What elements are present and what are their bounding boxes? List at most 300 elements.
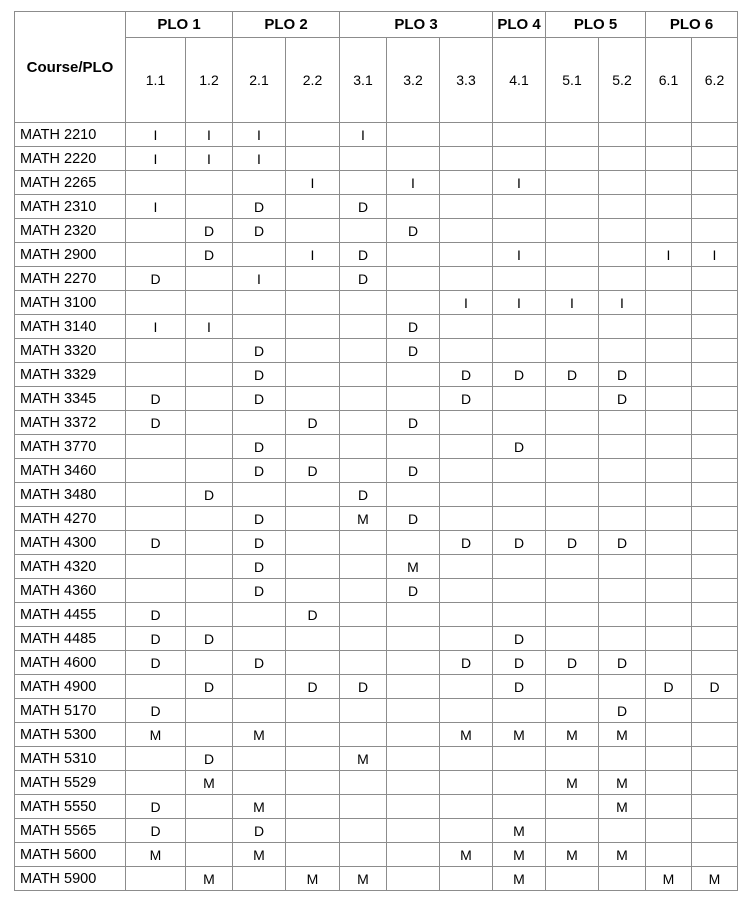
plo-level-cell: M xyxy=(286,867,340,891)
table-row xyxy=(15,771,738,795)
plo-level-cell: D xyxy=(233,459,286,483)
plo-level-cell xyxy=(126,483,186,507)
plo-level-cell: M xyxy=(599,795,646,819)
course-name-cell: MATH 3140 xyxy=(15,315,126,339)
plo-level-cell: D xyxy=(233,531,286,555)
plo-level-cell: D xyxy=(546,531,599,555)
plo-level-cell xyxy=(387,267,440,291)
table-row xyxy=(15,843,738,867)
table-body xyxy=(15,123,738,891)
course-name-cell: MATH 2900 xyxy=(15,243,126,267)
plo-level-cell xyxy=(646,819,692,843)
plo-level-cell xyxy=(340,171,387,195)
plo-level-cell: D xyxy=(546,363,599,387)
plo-level-cell: I xyxy=(692,243,738,267)
table-row xyxy=(15,315,738,339)
plo-level-cell xyxy=(646,627,692,651)
table-row xyxy=(15,459,738,483)
plo-level-cell xyxy=(286,219,340,243)
plo-level-cell xyxy=(692,603,738,627)
plo-level-cell: D xyxy=(233,507,286,531)
plo-level-cell xyxy=(286,795,340,819)
plo-level-cell xyxy=(440,435,493,459)
plo-level-cell xyxy=(546,387,599,411)
plo-level-cell xyxy=(387,363,440,387)
course-name-cell: MATH 3480 xyxy=(15,483,126,507)
plo-level-cell: D xyxy=(186,219,233,243)
plo-level-cell: D xyxy=(186,483,233,507)
plo-level-cell: D xyxy=(599,651,646,675)
plo-level-cell xyxy=(340,435,387,459)
plo-group-header: PLO 2 xyxy=(233,12,340,38)
plo-level-cell xyxy=(646,315,692,339)
plo-level-cell: I xyxy=(493,291,546,315)
plo-level-cell xyxy=(646,363,692,387)
plo-level-cell xyxy=(546,219,599,243)
plo-level-cell xyxy=(440,867,493,891)
plo-level-cell xyxy=(286,747,340,771)
table-row xyxy=(15,603,738,627)
plo-group-header: PLO 4 xyxy=(493,12,546,38)
plo-level-cell xyxy=(286,387,340,411)
table-row xyxy=(15,507,738,531)
table-row xyxy=(15,699,738,723)
plo-level-cell: D xyxy=(387,507,440,531)
plo-level-cell xyxy=(646,555,692,579)
plo-level-cell xyxy=(599,195,646,219)
plo-level-cell xyxy=(646,339,692,363)
plo-level-cell: M xyxy=(340,867,387,891)
plo-level-cell xyxy=(646,219,692,243)
plo-level-cell xyxy=(387,531,440,555)
plo-level-cell xyxy=(546,435,599,459)
plo-level-cell xyxy=(387,867,440,891)
table-row xyxy=(15,267,738,291)
plo-level-cell: M xyxy=(546,843,599,867)
plo-level-cell: D xyxy=(126,627,186,651)
plo-level-cell xyxy=(692,579,738,603)
plo-level-cell: I xyxy=(440,291,493,315)
plo-level-cell xyxy=(126,867,186,891)
plo-level-cell: D xyxy=(126,819,186,843)
plo-level-cell: I xyxy=(186,315,233,339)
plo-group-header-row xyxy=(15,12,738,38)
plo-level-cell xyxy=(692,363,738,387)
plo-level-cell: D xyxy=(126,411,186,435)
plo-level-cell xyxy=(186,411,233,435)
plo-level-cell xyxy=(493,795,546,819)
plo-level-cell xyxy=(340,531,387,555)
course-name-cell: MATH 4320 xyxy=(15,555,126,579)
plo-level-cell xyxy=(387,435,440,459)
plo-level-cell xyxy=(440,459,493,483)
plo-level-cell xyxy=(387,723,440,747)
table-row xyxy=(15,339,738,363)
plo-level-cell: D xyxy=(233,195,286,219)
plo-level-cell xyxy=(340,651,387,675)
plo-level-cell xyxy=(692,771,738,795)
plo-level-cell: D xyxy=(440,651,493,675)
plo-level-cell xyxy=(599,435,646,459)
plo-level-cell xyxy=(646,435,692,459)
table-row xyxy=(15,579,738,603)
course-name-cell: MATH 2265 xyxy=(15,171,126,195)
plo-level-cell xyxy=(440,747,493,771)
course-name-cell: MATH 2320 xyxy=(15,219,126,243)
plo-level-cell xyxy=(646,603,692,627)
plo-level-cell xyxy=(286,267,340,291)
plo-level-cell xyxy=(233,867,286,891)
course-name-cell: MATH 2270 xyxy=(15,267,126,291)
plo-level-cell: M xyxy=(493,819,546,843)
plo-level-cell xyxy=(186,291,233,315)
plo-level-cell xyxy=(546,123,599,147)
plo-level-cell: D xyxy=(599,387,646,411)
plo-group-header: PLO 1 xyxy=(126,12,233,38)
plo-level-cell xyxy=(599,579,646,603)
plo-level-cell xyxy=(692,435,738,459)
course-name-cell: MATH 3345 xyxy=(15,387,126,411)
plo-level-cell xyxy=(340,603,387,627)
plo-level-cell xyxy=(546,147,599,171)
plo-level-cell xyxy=(599,171,646,195)
plo-level-cell xyxy=(440,243,493,267)
plo-level-cell xyxy=(126,579,186,603)
course-name-cell: MATH 3372 xyxy=(15,411,126,435)
plo-level-cell xyxy=(692,195,738,219)
plo-level-cell xyxy=(692,555,738,579)
plo-level-cell xyxy=(233,291,286,315)
plo-level-cell xyxy=(599,867,646,891)
plo-level-cell xyxy=(186,699,233,723)
plo-level-cell: D xyxy=(599,699,646,723)
plo-group-header: PLO 3 xyxy=(340,12,493,38)
table-row xyxy=(15,387,738,411)
plo-level-cell xyxy=(186,651,233,675)
plo-level-cell xyxy=(692,843,738,867)
plo-level-cell: D xyxy=(340,243,387,267)
plo-level-cell: D xyxy=(233,651,286,675)
course-name-cell: MATH 5600 xyxy=(15,843,126,867)
plo-level-cell: D xyxy=(340,195,387,219)
plo-level-cell: D xyxy=(440,363,493,387)
plo-level-cell: D xyxy=(340,267,387,291)
plo-level-cell xyxy=(340,819,387,843)
plo-level-cell xyxy=(440,579,493,603)
course-name-cell: MATH 3100 xyxy=(15,291,126,315)
plo-subheader: 6.1 xyxy=(646,38,692,123)
table-row xyxy=(15,411,738,435)
plo-level-cell xyxy=(599,555,646,579)
plo-level-cell xyxy=(286,483,340,507)
plo-level-cell xyxy=(286,339,340,363)
plo-level-cell xyxy=(546,339,599,363)
plo-level-cell xyxy=(546,555,599,579)
plo-level-cell xyxy=(546,411,599,435)
plo-level-cell xyxy=(493,507,546,531)
plo-level-cell xyxy=(340,795,387,819)
plo-level-cell xyxy=(233,411,286,435)
plo-level-cell xyxy=(692,699,738,723)
plo-level-cell xyxy=(233,483,286,507)
table-row xyxy=(15,363,738,387)
table-row xyxy=(15,675,738,699)
plo-level-cell xyxy=(546,459,599,483)
plo-level-cell xyxy=(546,627,599,651)
plo-level-cell xyxy=(233,747,286,771)
plo-level-cell: M xyxy=(493,843,546,867)
plo-level-cell xyxy=(286,363,340,387)
plo-level-cell: I xyxy=(599,291,646,315)
plo-level-cell xyxy=(692,483,738,507)
plo-level-cell xyxy=(546,603,599,627)
plo-level-cell xyxy=(186,171,233,195)
course-name-cell: MATH 3460 xyxy=(15,459,126,483)
plo-level-cell xyxy=(340,627,387,651)
plo-level-cell xyxy=(692,267,738,291)
plo-level-cell: I xyxy=(493,243,546,267)
plo-level-cell xyxy=(440,171,493,195)
plo-level-cell xyxy=(440,699,493,723)
plo-level-cell xyxy=(186,579,233,603)
plo-level-cell xyxy=(286,123,340,147)
plo-level-cell xyxy=(646,171,692,195)
plo-level-cell xyxy=(233,627,286,651)
table-row xyxy=(15,483,738,507)
plo-level-cell xyxy=(387,747,440,771)
plo-level-cell xyxy=(546,267,599,291)
plo-level-cell xyxy=(646,723,692,747)
plo-level-cell xyxy=(599,123,646,147)
plo-level-cell: D xyxy=(126,651,186,675)
plo-matrix xyxy=(14,11,738,891)
curriculum-map-table xyxy=(14,11,738,891)
plo-level-cell: D xyxy=(387,579,440,603)
plo-level-cell xyxy=(440,411,493,435)
plo-level-cell xyxy=(599,819,646,843)
plo-level-cell xyxy=(340,219,387,243)
plo-level-cell xyxy=(286,651,340,675)
course-plo-header: Course/PLO xyxy=(15,12,126,123)
plo-level-cell xyxy=(493,555,546,579)
plo-level-cell xyxy=(599,315,646,339)
plo-level-cell xyxy=(692,507,738,531)
plo-level-cell xyxy=(646,579,692,603)
plo-level-cell xyxy=(692,795,738,819)
plo-level-cell xyxy=(599,147,646,171)
plo-level-cell xyxy=(599,339,646,363)
plo-level-cell xyxy=(646,147,692,171)
plo-level-cell xyxy=(387,387,440,411)
plo-level-cell xyxy=(233,171,286,195)
plo-level-cell xyxy=(340,771,387,795)
plo-level-cell: I xyxy=(493,171,546,195)
plo-level-cell: D xyxy=(387,315,440,339)
plo-level-cell xyxy=(692,411,738,435)
plo-level-cell xyxy=(126,291,186,315)
plo-level-cell xyxy=(546,171,599,195)
plo-level-cell xyxy=(286,723,340,747)
plo-level-cell: D xyxy=(440,531,493,555)
course-name-cell: MATH 2220 xyxy=(15,147,126,171)
plo-level-cell xyxy=(440,675,493,699)
plo-level-cell xyxy=(493,387,546,411)
plo-level-cell xyxy=(646,291,692,315)
table-row xyxy=(15,747,738,771)
plo-level-cell xyxy=(599,243,646,267)
plo-level-cell xyxy=(126,771,186,795)
plo-level-cell: D xyxy=(440,387,493,411)
plo-level-cell xyxy=(387,147,440,171)
plo-level-cell xyxy=(186,387,233,411)
plo-level-cell xyxy=(387,795,440,819)
course-name-cell: MATH 3329 xyxy=(15,363,126,387)
plo-level-cell xyxy=(126,363,186,387)
plo-level-cell xyxy=(692,747,738,771)
plo-level-cell: M xyxy=(126,723,186,747)
table-row xyxy=(15,555,738,579)
plo-level-cell: D xyxy=(387,219,440,243)
plo-level-cell: D xyxy=(646,675,692,699)
plo-level-cell: M xyxy=(186,771,233,795)
plo-level-cell xyxy=(599,507,646,531)
plo-level-cell xyxy=(126,243,186,267)
plo-level-cell xyxy=(340,723,387,747)
plo-level-cell: D xyxy=(126,531,186,555)
plo-level-cell: I xyxy=(126,147,186,171)
plo-level-cell: M xyxy=(646,867,692,891)
plo-level-cell xyxy=(387,603,440,627)
plo-level-cell xyxy=(599,603,646,627)
plo-level-cell: M xyxy=(233,795,286,819)
plo-level-cell: D xyxy=(286,675,340,699)
plo-level-cell xyxy=(546,315,599,339)
course-name-cell: MATH 5565 xyxy=(15,819,126,843)
plo-level-cell xyxy=(440,795,493,819)
plo-level-cell xyxy=(340,579,387,603)
plo-level-cell xyxy=(387,771,440,795)
plo-level-cell: D xyxy=(340,483,387,507)
plo-subheader: 2.1 xyxy=(233,38,286,123)
plo-level-cell xyxy=(186,195,233,219)
plo-level-cell xyxy=(440,603,493,627)
plo-level-cell: D xyxy=(387,339,440,363)
plo-level-cell: M xyxy=(692,867,738,891)
plo-level-cell xyxy=(340,843,387,867)
plo-level-cell xyxy=(646,483,692,507)
plo-level-cell xyxy=(340,147,387,171)
plo-level-cell xyxy=(387,699,440,723)
plo-level-cell xyxy=(286,627,340,651)
plo-level-cell xyxy=(186,507,233,531)
plo-level-cell xyxy=(286,315,340,339)
table-row xyxy=(15,795,738,819)
plo-level-cell xyxy=(599,219,646,243)
plo-level-cell xyxy=(546,747,599,771)
plo-level-cell xyxy=(286,507,340,531)
plo-level-cell xyxy=(692,387,738,411)
plo-level-cell xyxy=(440,339,493,363)
plo-level-cell xyxy=(440,123,493,147)
plo-level-cell xyxy=(340,363,387,387)
plo-level-cell: M xyxy=(233,843,286,867)
plo-level-cell xyxy=(546,819,599,843)
plo-level-cell xyxy=(233,771,286,795)
plo-level-cell: D xyxy=(233,339,286,363)
plo-level-cell xyxy=(387,675,440,699)
plo-level-cell xyxy=(387,651,440,675)
plo-level-cell xyxy=(387,243,440,267)
plo-level-cell xyxy=(286,843,340,867)
plo-level-cell xyxy=(599,483,646,507)
plo-level-cell xyxy=(546,795,599,819)
plo-level-cell xyxy=(186,435,233,459)
table-row xyxy=(15,651,738,675)
plo-level-cell xyxy=(440,555,493,579)
plo-level-cell: I xyxy=(286,171,340,195)
plo-level-cell xyxy=(387,195,440,219)
plo-level-cell xyxy=(692,339,738,363)
course-name-cell: MATH 3770 xyxy=(15,435,126,459)
table-row xyxy=(15,291,738,315)
course-name-cell: MATH 4270 xyxy=(15,507,126,531)
plo-subheader: 6.2 xyxy=(692,38,738,123)
plo-level-cell: D xyxy=(233,363,286,387)
plo-level-cell: M xyxy=(340,507,387,531)
plo-level-cell xyxy=(692,219,738,243)
plo-level-cell xyxy=(546,699,599,723)
plo-level-cell: I xyxy=(126,195,186,219)
plo-level-cell xyxy=(493,483,546,507)
course-name-cell: MATH 2210 xyxy=(15,123,126,147)
plo-level-cell xyxy=(126,219,186,243)
plo-group-header: PLO 5 xyxy=(546,12,646,38)
plo-level-cell xyxy=(126,435,186,459)
plo-subheader: 5.1 xyxy=(546,38,599,123)
plo-level-cell: M xyxy=(493,723,546,747)
plo-level-cell: D xyxy=(233,819,286,843)
plo-level-cell xyxy=(233,315,286,339)
plo-level-cell xyxy=(493,339,546,363)
plo-level-cell xyxy=(493,219,546,243)
plo-level-cell: D xyxy=(387,459,440,483)
plo-level-cell xyxy=(286,147,340,171)
plo-level-cell xyxy=(286,579,340,603)
plo-level-cell xyxy=(546,243,599,267)
plo-level-cell xyxy=(493,603,546,627)
plo-level-cell xyxy=(599,747,646,771)
plo-level-cell: M xyxy=(546,723,599,747)
course-name-cell: MATH 4360 xyxy=(15,579,126,603)
plo-level-cell: I xyxy=(546,291,599,315)
plo-level-cell xyxy=(340,699,387,723)
table-row xyxy=(15,195,738,219)
course-name-cell: MATH 5310 xyxy=(15,747,126,771)
plo-level-cell xyxy=(493,195,546,219)
plo-level-cell: D xyxy=(599,531,646,555)
plo-level-cell xyxy=(692,819,738,843)
plo-level-cell xyxy=(493,699,546,723)
plo-group-header: PLO 6 xyxy=(646,12,738,38)
plo-level-cell xyxy=(286,819,340,843)
plo-level-cell: I xyxy=(340,123,387,147)
plo-level-cell: M xyxy=(440,723,493,747)
plo-level-cell xyxy=(340,459,387,483)
plo-level-cell xyxy=(493,579,546,603)
plo-level-cell: D xyxy=(186,747,233,771)
plo-level-cell xyxy=(387,819,440,843)
plo-level-cell xyxy=(646,123,692,147)
